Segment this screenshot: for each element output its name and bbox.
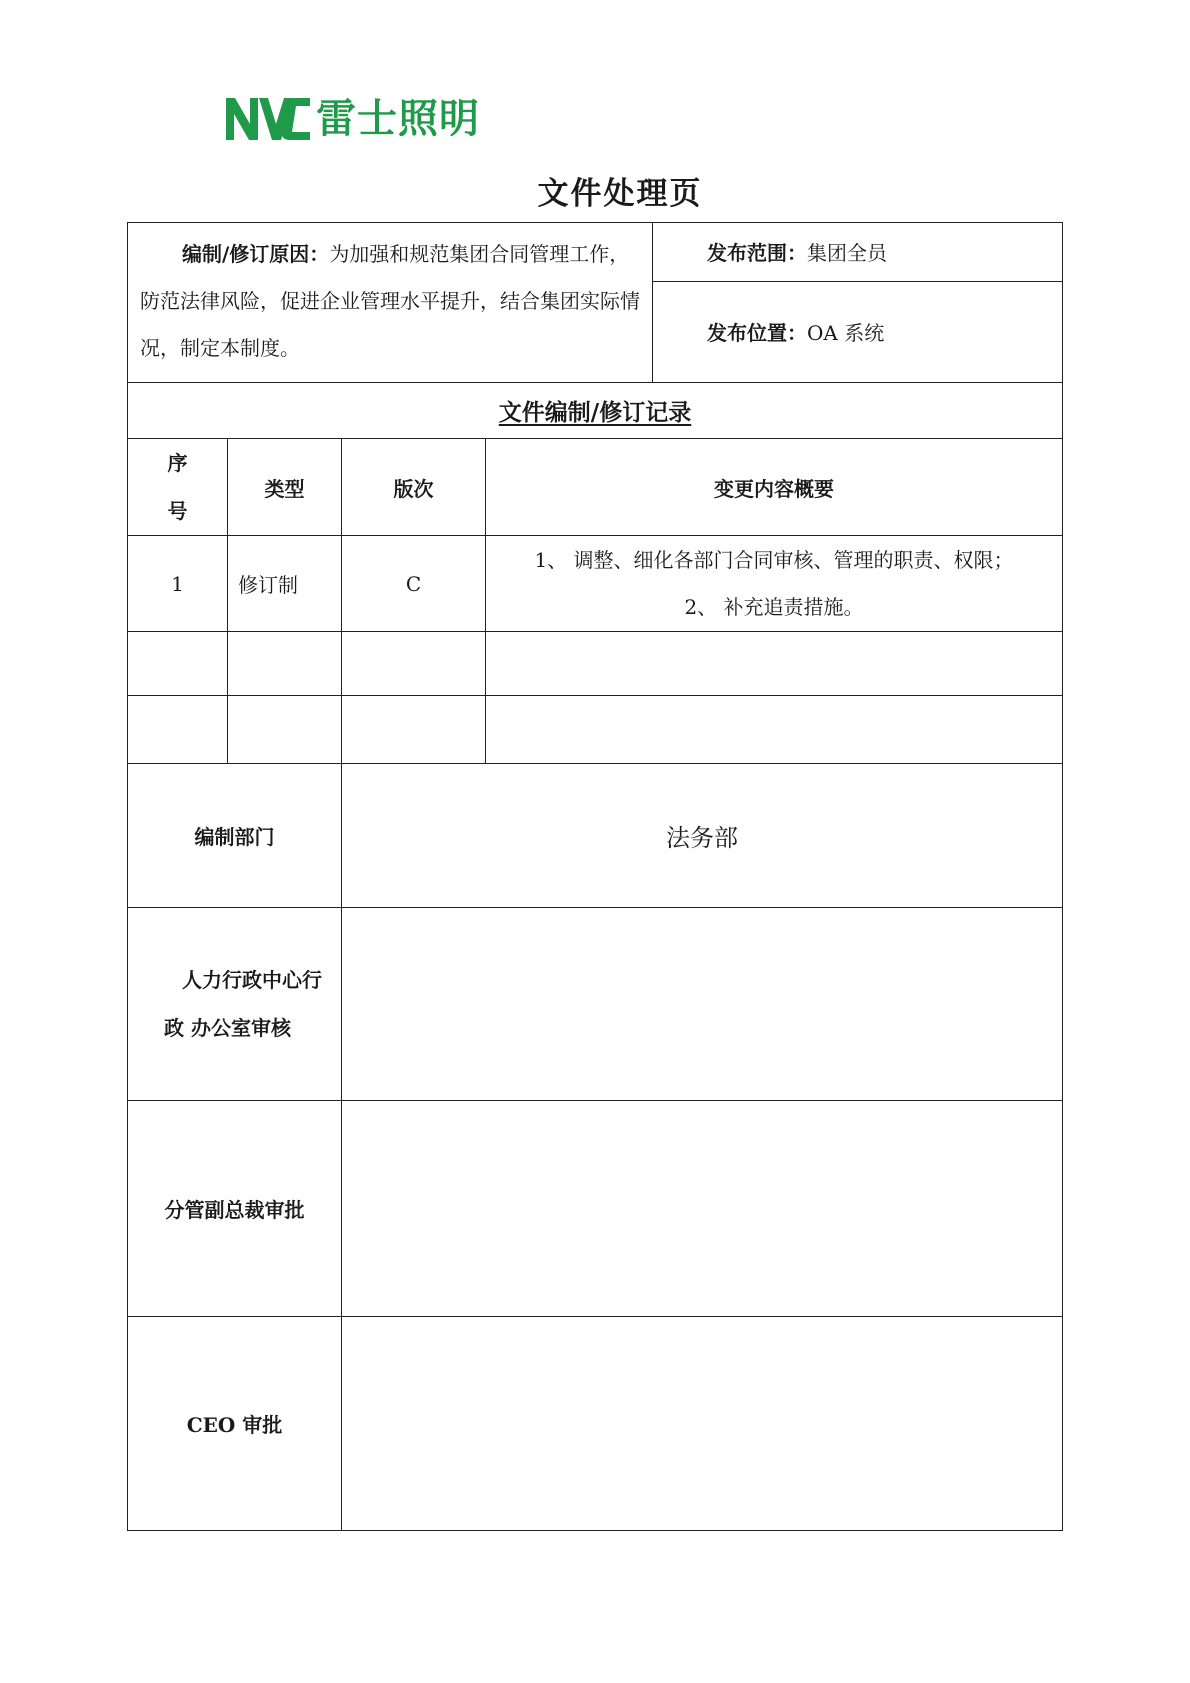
row-version: C	[342, 536, 486, 632]
compiling-dept-value: 法务部	[342, 764, 1063, 908]
release-scope-cell	[653, 223, 1063, 282]
page-title: 文件处理页	[537, 176, 703, 212]
revision-reason-text: 为加强和规范集团合同管理工作，防范法律风险，促进企业管理水平提升，结合集团实际情况，制定本制度。	[140, 242, 640, 360]
document-processing-table	[127, 222, 1063, 1531]
header-seq-bottom: 号	[167, 499, 188, 523]
table-row	[128, 536, 1063, 632]
revision-record-title: 文件编制/修订记录	[128, 383, 1063, 439]
row-version	[342, 632, 486, 696]
row-summary	[486, 696, 1063, 764]
logo-text: 雷士照明	[316, 96, 480, 142]
row-type	[228, 632, 342, 696]
revision-reason-cell	[128, 223, 653, 383]
release-location-label: 发布位置：	[707, 321, 807, 346]
release-location-cell	[653, 281, 1063, 382]
table-row	[128, 696, 1063, 764]
vp-approval-field[interactable]	[342, 1101, 1063, 1317]
release-scope-label: 发布范围：	[707, 241, 807, 266]
header-seq	[128, 439, 228, 536]
summary-line-2: 2、 补充追责措施。	[684, 594, 864, 619]
ceo-approval-field[interactable]	[342, 1317, 1063, 1531]
row-summary	[486, 632, 1063, 696]
header-seq-top: 序	[167, 451, 188, 475]
hr-admin-review-label: 人力行政中心行政 办公室审核	[128, 908, 342, 1101]
vp-approval-label: 分管副总裁审批	[128, 1101, 342, 1317]
row-seq	[128, 632, 228, 696]
row-version	[342, 696, 486, 764]
row-seq	[128, 696, 228, 764]
nvc-logo-icon	[226, 98, 310, 140]
header-summary: 变更内容概要	[486, 439, 1063, 536]
compiling-dept-label: 编制部门	[128, 764, 342, 908]
company-logo	[226, 98, 480, 140]
table-row	[128, 632, 1063, 696]
row-type	[228, 696, 342, 764]
row-summary	[486, 536, 1063, 632]
summary-line-1: 1、 调整、细化各部门合同审核、管理的职责、权限；	[534, 547, 1014, 572]
revision-reason-label: 编制/修订原因：	[182, 242, 330, 266]
release-scope-value: 集团全员	[807, 241, 887, 266]
header-type: 类型	[228, 439, 342, 536]
hr-admin-review-field[interactable]	[342, 908, 1063, 1101]
release-location-value: OA 系统	[807, 321, 885, 346]
row-seq: 1	[128, 536, 228, 632]
header-version: 版次	[342, 439, 486, 536]
row-type: 修订制	[228, 536, 342, 632]
ceo-approval-label: CEO 审批	[128, 1317, 342, 1531]
